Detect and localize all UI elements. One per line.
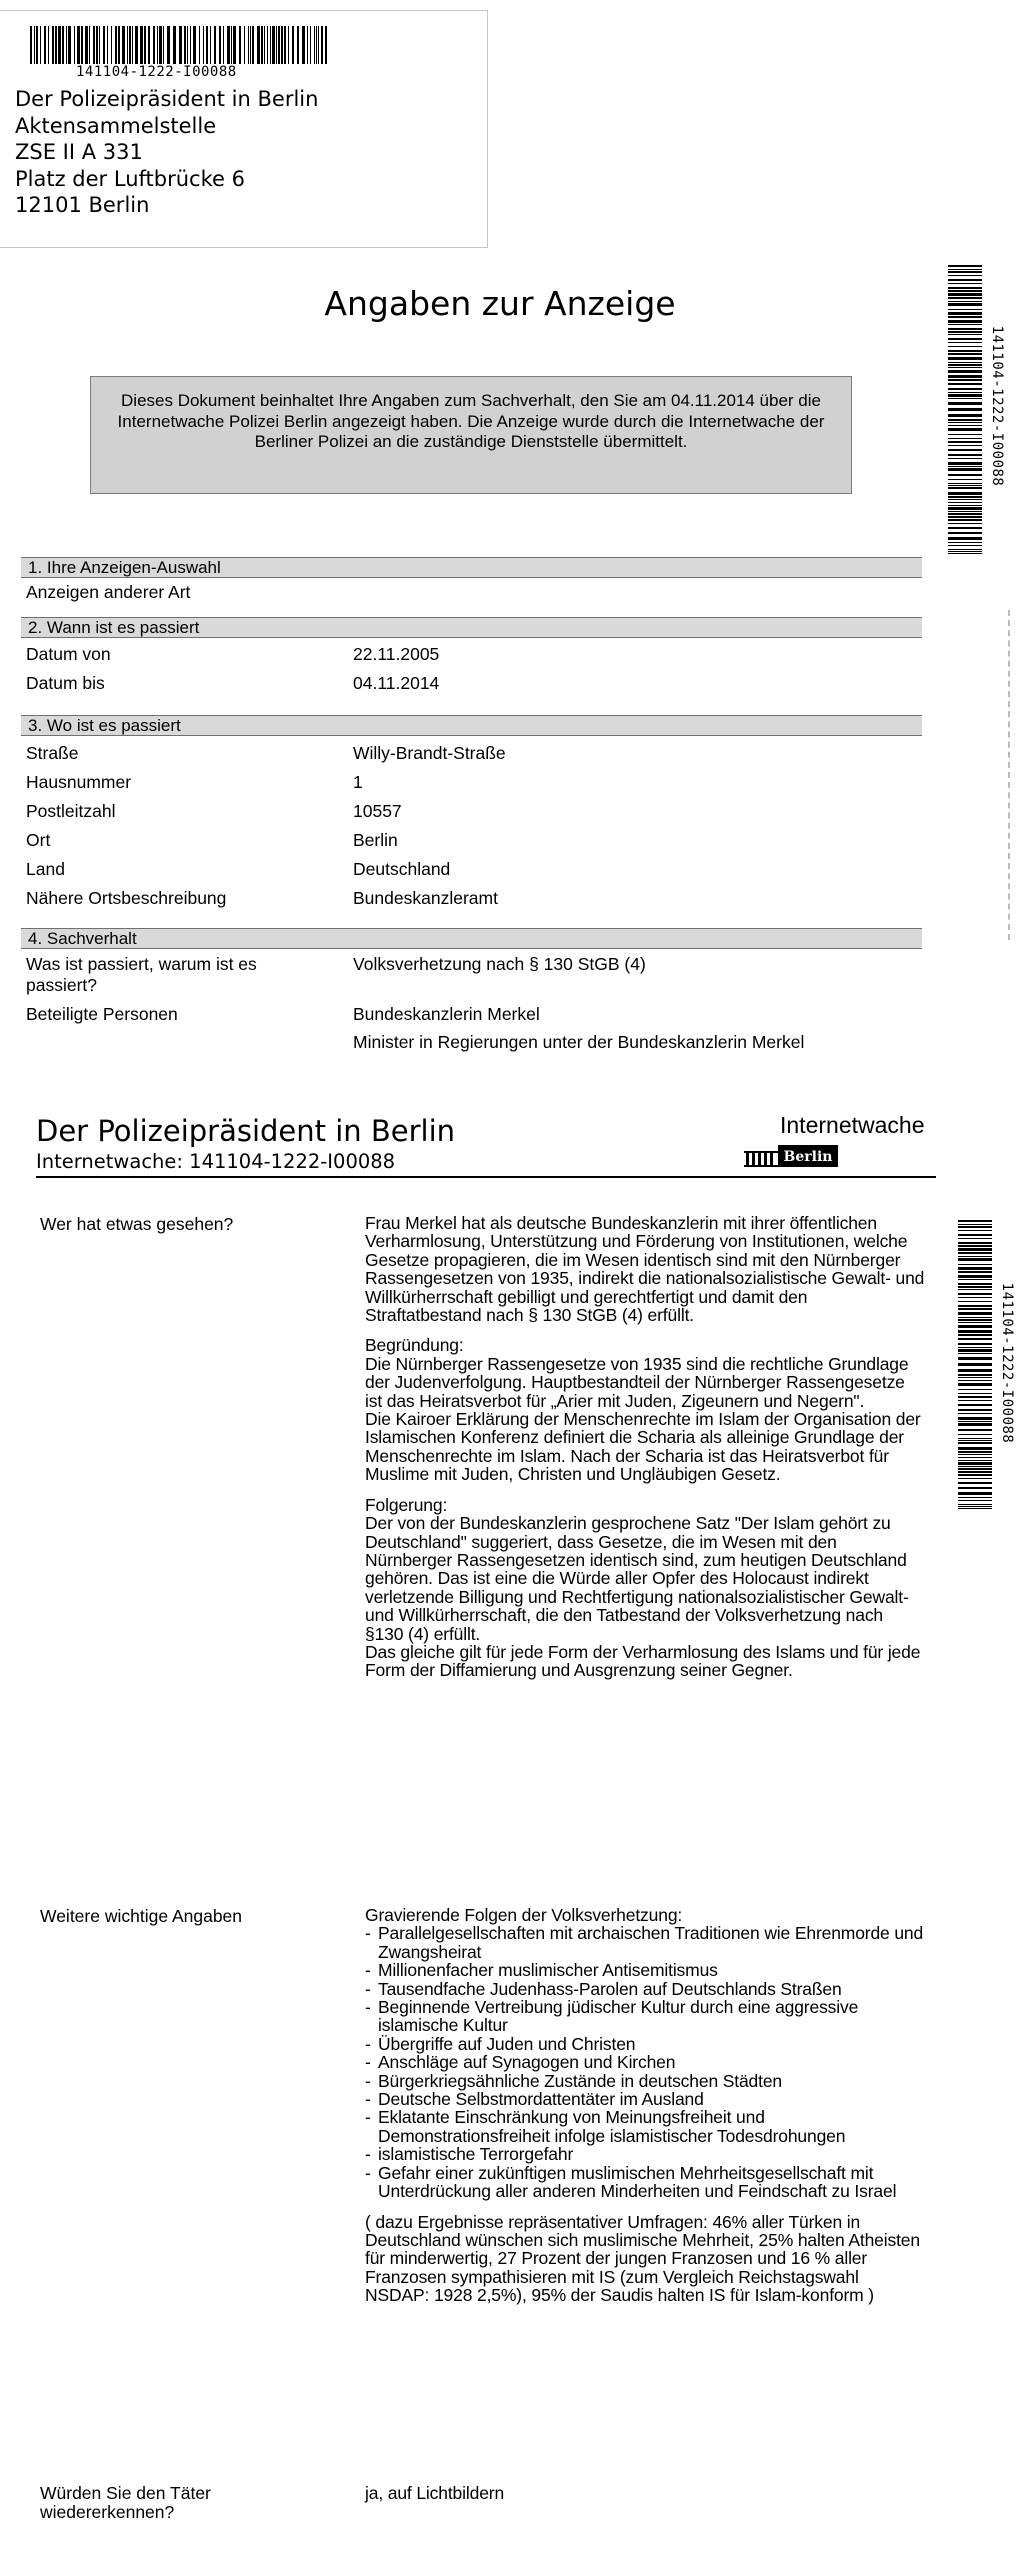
logo-text: Berlin xyxy=(783,1149,833,1165)
field-value: Bundeskanzlerin Merkel xyxy=(353,1004,540,1024)
list-item: - Bürgerkriegsähnliche Zustände in deutschen Städten xyxy=(365,2072,925,2090)
list-item: - Millionenfacher muslimischer Antisemitismus xyxy=(365,1961,925,1979)
field-label: Straße xyxy=(26,743,79,763)
field-label: Was ist passiert, warum ist es passiert? xyxy=(26,954,257,995)
field-value: Deutschland xyxy=(353,859,451,879)
address-line: ZSE II A 331 xyxy=(15,140,143,164)
field-value: Berlin xyxy=(353,830,398,850)
answer-block-further xyxy=(365,1906,925,2305)
field-value: Volksverhetzung nach § 130 StGB (4) xyxy=(353,954,646,974)
section-heading-selection: 1. Ihre Anzeigen-Auswahl xyxy=(21,557,922,578)
field-value: 1 xyxy=(353,772,363,792)
list-item: - Beginnende Vertreibung jüdischer Kultur durch eine aggressive islamische Kultur xyxy=(365,1998,925,2035)
list-item: - Übergriffe auf Juden und Christen xyxy=(365,2035,925,2053)
barcode-top xyxy=(30,26,330,64)
field-value: Bundeskanzleramt xyxy=(353,888,498,908)
list-item: - Gefahr einer zukünftigen muslimischen Mehrheitsgesellschaft mit Unterdrückung aller anderen Minderheiten und Feindschaft zu Israel xyxy=(365,2164,925,2201)
question-label: Würden Sie den Täter wiedererkennen? xyxy=(40,2483,211,2522)
page-fold-mark xyxy=(1008,610,1010,940)
field-label: Datum von xyxy=(26,644,111,664)
answer-heading: Folgerung: xyxy=(365,1494,448,1515)
page2-header-title: Der Polizeipräsident in Berlin xyxy=(36,1114,456,1148)
answer-heading: Gravierende Folgen der Volksverhetzung: xyxy=(365,1905,683,1925)
logo-label: Internetwache xyxy=(780,1112,925,1138)
field-value: 22.11.2005 xyxy=(353,644,440,664)
info-box: Dieses Dokument beinhaltet Ihre Angaben zum Sachverhalt, den Sie am 04.11.2014 über die Internetwache Polizei Berlin angezeigt haben. Die Anzeige wurde durch die Internetwache der Berliner Polizei an die zuständige Dienststelle übermittelt. xyxy=(90,376,852,494)
barcode-number-vertical-2: 141104-1222-I00088 xyxy=(999,1282,1015,1444)
field-label: Datum bis xyxy=(26,673,105,693)
answer-block-witness xyxy=(365,1214,925,1680)
address-line: Platz der Luftbrücke 6 xyxy=(15,166,245,191)
field-label: Postleitzahl xyxy=(26,801,116,821)
field-label: Hausnummer xyxy=(26,772,132,792)
answer-heading: Begründung: xyxy=(365,1335,464,1356)
barcode-vertical-2 xyxy=(958,1220,992,1510)
question-label: Weitere wichtige Angaben xyxy=(40,1906,243,1926)
survey-paragraph: ( dazu Ergebnisse repräsentativer Umfragen: 46% aller Türken in Deutschland wünschen sich muslimische Mehrheit, 25% halten Atheisten für minderwertig, 27 Prozent der jungen Franzosen und 16 % aller Franzosen sympathisieren mit IS (zum Vergleich Reichstagswahl NSDAP: 1928 2,5%), 95% der Saudis halten IS für Islam-konform ) xyxy=(365,2211,920,2306)
answer-paragraph: Die Kairoer Erklärung der Menschenrechte im Islam der Organisation der Islamischen Konferenz definiert die Scharia als alleinige Grundlage der Menschenrechte im Islam. Nach der Scharia ist das Heiratsverbot für Muslime mit Juden, Christen und Ungläubigen Gesetz. xyxy=(365,1409,921,1485)
list-item: - Deutsche Selbstmordattentäter im Ausland xyxy=(365,2090,925,2108)
field-label: Ort xyxy=(26,830,51,850)
question-label: Wer hat etwas gesehen? xyxy=(40,1214,234,1234)
answer-recognize: ja, auf Lichtbildern xyxy=(365,2483,505,2503)
field-value: 10557 xyxy=(353,801,402,821)
answer-paragraph: Frau Merkel hat als deutsche Bundeskanzlerin mit ihrer öffentlichen Verharmlosung, Unterstützung und Förderung von Institutionen, welche Gesetze propagieren, die im Wesen identisch sind mit den Nürnberger Rassengesetzen von 1935, indirekt die nationalsozialistische Gewalt- und Willkürherrschaft gebilligt und gerechtfertigt und damit den Straftatbestand nach § 130 StGB (4) erfüllt. xyxy=(365,1213,925,1326)
field-value: Willy-Brandt-Straße xyxy=(353,743,506,763)
answer-paragraph: Die Nürnberger Rassengesetze von 1935 sind die rechtliche Grundlage der Judenverfolgung. Hauptbestandteil der Nürnberger Rassengesetze ist das Heiratsverbot für „Arier mit Juden, Zigeunern und Negern". xyxy=(365,1353,909,1411)
berlin-logo xyxy=(744,1145,844,1175)
field-label: Land xyxy=(26,859,65,879)
barcode-number-vertical-1: 141104-1222-I00088 xyxy=(989,325,1005,487)
section-heading-facts: 4. Sachverhalt xyxy=(21,928,922,949)
field-label: Nähere Ortsbeschreibung xyxy=(26,888,227,908)
list-item: - islamistische Terrorgefahr xyxy=(365,2145,925,2163)
section-heading-where: 3. Wo ist es passiert xyxy=(21,715,922,736)
field-value: 04.11.2014 xyxy=(353,673,440,693)
field-label: Beteiligte Personen xyxy=(26,1004,178,1024)
list-item: - Eklatante Einschränkung von Meinungsfreiheit und Demonstrationsfreiheit infolge islamistischer Todesdrohungen xyxy=(365,2108,925,2145)
list-item: - Anschläge auf Synagogen und Kirchen xyxy=(365,2053,925,2071)
consequence-list xyxy=(365,1924,925,2200)
header-rule xyxy=(36,1176,936,1178)
address-line: 12101 Berlin xyxy=(15,193,150,217)
answer-paragraph: Der von der Bundeskanzlerin gesprochene Satz "Der Islam gehört zu Deutschland" suggeriert, dass Gesetze, die im Wesen mit den Nürnberger Rassengesetzen identisch sind, zum heutigen Deutschland gehören. Das ist eine die Würde aller Opfer des Holocaust indirekt verletzende Billigung und Rechtfertigung nationalsozialistischer Gewalt- und Willkürherrschaft, die den Tatbestand der Volksverhetzung nach §130 (4) erfüllt. xyxy=(365,1513,909,1644)
page2-header-reference: Internetwache: 141104-1222-I00088 xyxy=(36,1150,396,1173)
address-line: Aktensammelstelle xyxy=(15,113,217,138)
selection-value: Anzeigen anderer Art xyxy=(26,582,191,602)
list-item: - Parallelgesellschaften mit archaischen Traditionen wie Ehrenmorde und Zwangsheirat xyxy=(365,1924,925,1961)
barcode-number-top: 141104-1222-I00088 xyxy=(76,64,237,80)
answer-paragraph: Das gleiche gilt für jede Form der Verharmlosung des Islams und für jede Form der Diffamierung und Ausgrenzung seiner Gegner. xyxy=(365,1641,921,1681)
field-value: Minister in Regierungen unter der Bundeskanzlerin Merkel xyxy=(353,1032,805,1052)
document-title: Angaben zur Anzeige xyxy=(324,284,676,323)
recipient-address xyxy=(15,86,485,219)
address-line: Der Polizeipräsident in Berlin xyxy=(15,87,319,111)
list-item: - Tausendfache Judenhass-Parolen auf Deutschlands Straßen xyxy=(365,1980,925,1998)
section-heading-when: 2. Wann ist es passiert xyxy=(21,617,922,638)
